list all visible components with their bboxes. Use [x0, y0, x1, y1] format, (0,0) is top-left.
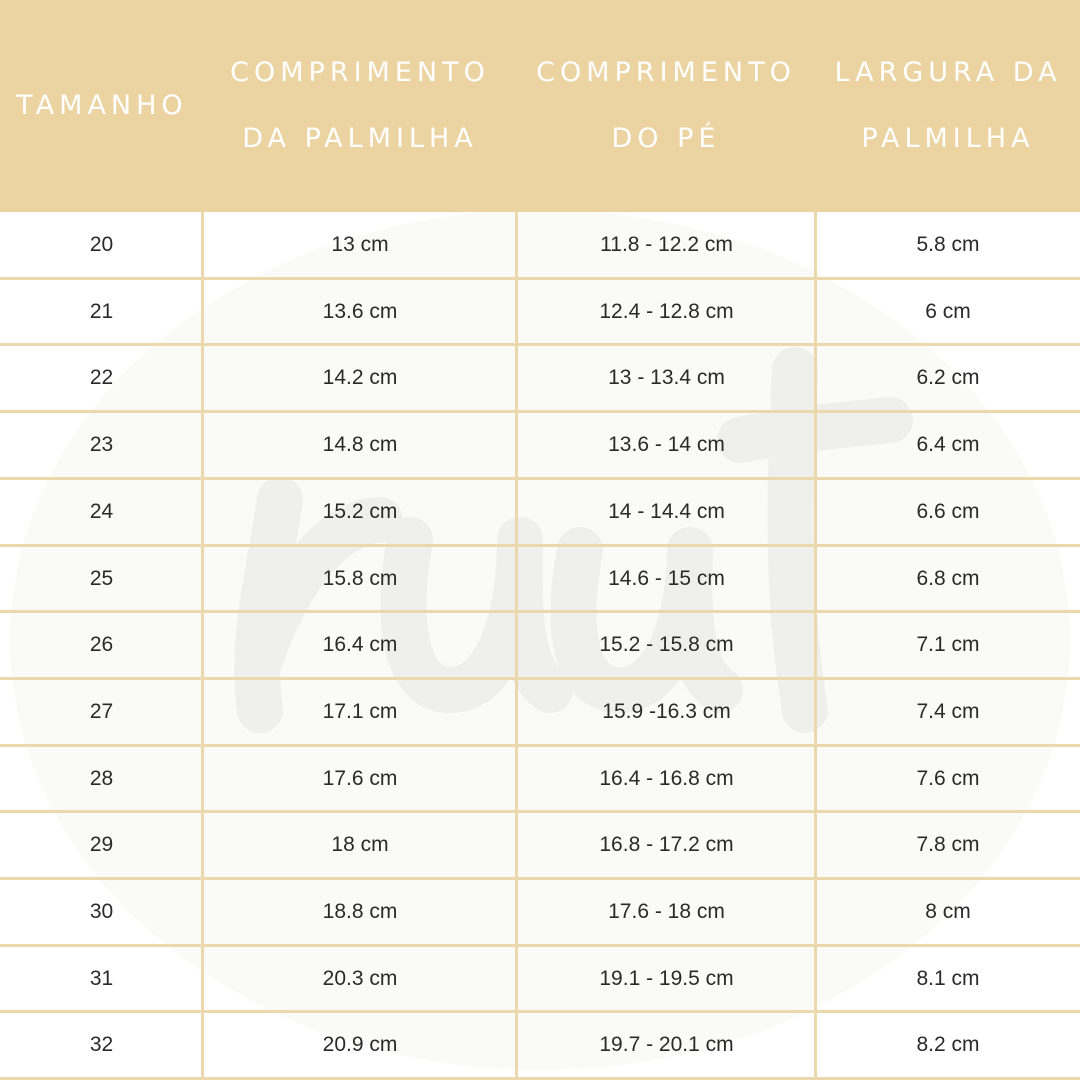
table-cell: 6.8 cm	[916, 566, 980, 590]
table-cell: 13 - 13.4 cm	[608, 366, 725, 390]
table-cell: 8.1 cm	[916, 966, 980, 990]
table-cell: 8.2 cm	[916, 1033, 980, 1057]
table-cell: 13 cm	[331, 233, 389, 256]
row-divider	[0, 944, 1080, 947]
table-row	[0, 212, 1080, 278]
row-divider	[0, 343, 1080, 346]
table-cell: 14 - 14.4 cm	[608, 499, 725, 523]
table-row	[0, 546, 1080, 612]
table-cell: 17.1 cm	[322, 699, 398, 723]
table-cell: 14.8 cm	[322, 433, 398, 457]
table-cell: 13.6 cm	[322, 299, 398, 323]
table-row	[0, 612, 1080, 678]
table-cell: 7.1 cm	[916, 633, 980, 657]
header-cell-2	[210, 0, 510, 212]
header-label-line2: PALMILHA	[861, 123, 1035, 154]
table-row	[0, 812, 1080, 878]
row-divider	[0, 544, 1080, 547]
table-row	[0, 746, 1080, 812]
table-cell: 15.2 cm	[322, 499, 398, 523]
table-cell: 12.4 - 12.8 cm	[599, 299, 734, 323]
table-cell: 15.2 - 15.8 cm	[599, 633, 734, 657]
table-cell: 20.9 cm	[322, 1033, 398, 1057]
row-divider	[0, 477, 1080, 480]
table-row	[0, 946, 1080, 1012]
table-cell: 7.6 cm	[916, 766, 980, 790]
table-cell: 14.6 - 15 cm	[608, 566, 725, 590]
row-divider	[0, 610, 1080, 613]
table-cell: 16.4 - 16.8 cm	[599, 766, 734, 790]
table-cell: 13.6 - 14 cm	[608, 433, 725, 457]
table-cell: 18.8 cm	[322, 900, 398, 923]
table-cell: 7.8 cm	[916, 833, 980, 857]
table-cell: 6 cm	[925, 299, 971, 323]
row-divider	[0, 810, 1080, 813]
header-cell-1	[2, 0, 202, 212]
table-cell: 8 cm	[925, 900, 971, 923]
table-cell: 28	[89, 766, 114, 790]
row-divider	[0, 744, 1080, 747]
table-cell: 32	[89, 1033, 114, 1057]
row-divider	[0, 677, 1080, 680]
table-cell: 25	[89, 566, 114, 590]
row-divider	[0, 410, 1080, 413]
table-cell: 19.7 - 20.1 cm	[599, 1033, 734, 1057]
row-divider	[0, 877, 1080, 880]
table-cell: 18 cm	[331, 833, 389, 857]
table-cell: 26	[89, 633, 114, 657]
table-cell: 29	[89, 833, 114, 857]
header-label-line2: DO PÉ	[611, 123, 721, 154]
header-label-line2: DA PALMILHA	[242, 123, 478, 154]
table-row	[0, 279, 1080, 345]
table-cell: 30	[89, 900, 114, 923]
table-cell: 6.2 cm	[916, 366, 980, 390]
row-divider	[0, 1010, 1080, 1013]
table-cell: 11.8 - 12.2 cm	[600, 233, 733, 256]
table-cell: 17.6 - 18 cm	[608, 900, 725, 923]
table-cell: 5.8 cm	[916, 233, 980, 256]
table-cell: 31	[89, 966, 114, 990]
table-row	[0, 879, 1080, 945]
table-cell: 16.4 cm	[322, 633, 398, 657]
table-cell: 23	[89, 433, 114, 457]
table-cell: 20	[89, 233, 114, 256]
table-cell: 16.8 - 17.2 cm	[599, 833, 734, 857]
table-row	[0, 1012, 1080, 1078]
header-label-line1: TAMANHO	[16, 90, 188, 121]
table-row	[0, 479, 1080, 545]
row-divider	[0, 277, 1080, 280]
table-row	[0, 345, 1080, 411]
table-cell: 20.3 cm	[322, 966, 398, 990]
table-cell: 6.6 cm	[916, 499, 980, 523]
table-row	[0, 412, 1080, 478]
table-cell: 14.2 cm	[322, 366, 398, 390]
table-cell: 7.4 cm	[916, 699, 980, 723]
header-label-line1: COMPRIMENTO	[536, 57, 796, 88]
table-cell: 6.4 cm	[916, 433, 980, 457]
table-cell: 17.6 cm	[322, 766, 398, 790]
table-cell: 21	[89, 299, 114, 323]
table-cell: 15.8 cm	[322, 566, 398, 590]
table-cell: 27	[89, 699, 114, 723]
header-cell-4	[818, 0, 1078, 212]
header-label-line1: LARGURA DA	[834, 57, 1062, 88]
table-row	[0, 679, 1080, 745]
header-label-line1: COMPRIMENTO	[230, 57, 490, 88]
table-cell: 15.9 -16.3 cm	[602, 699, 731, 723]
table-cell: 22	[89, 366, 114, 390]
header-cell-3	[516, 0, 816, 212]
table-cell: 19.1 - 19.5 cm	[599, 966, 734, 990]
table-cell: 24	[89, 499, 114, 523]
